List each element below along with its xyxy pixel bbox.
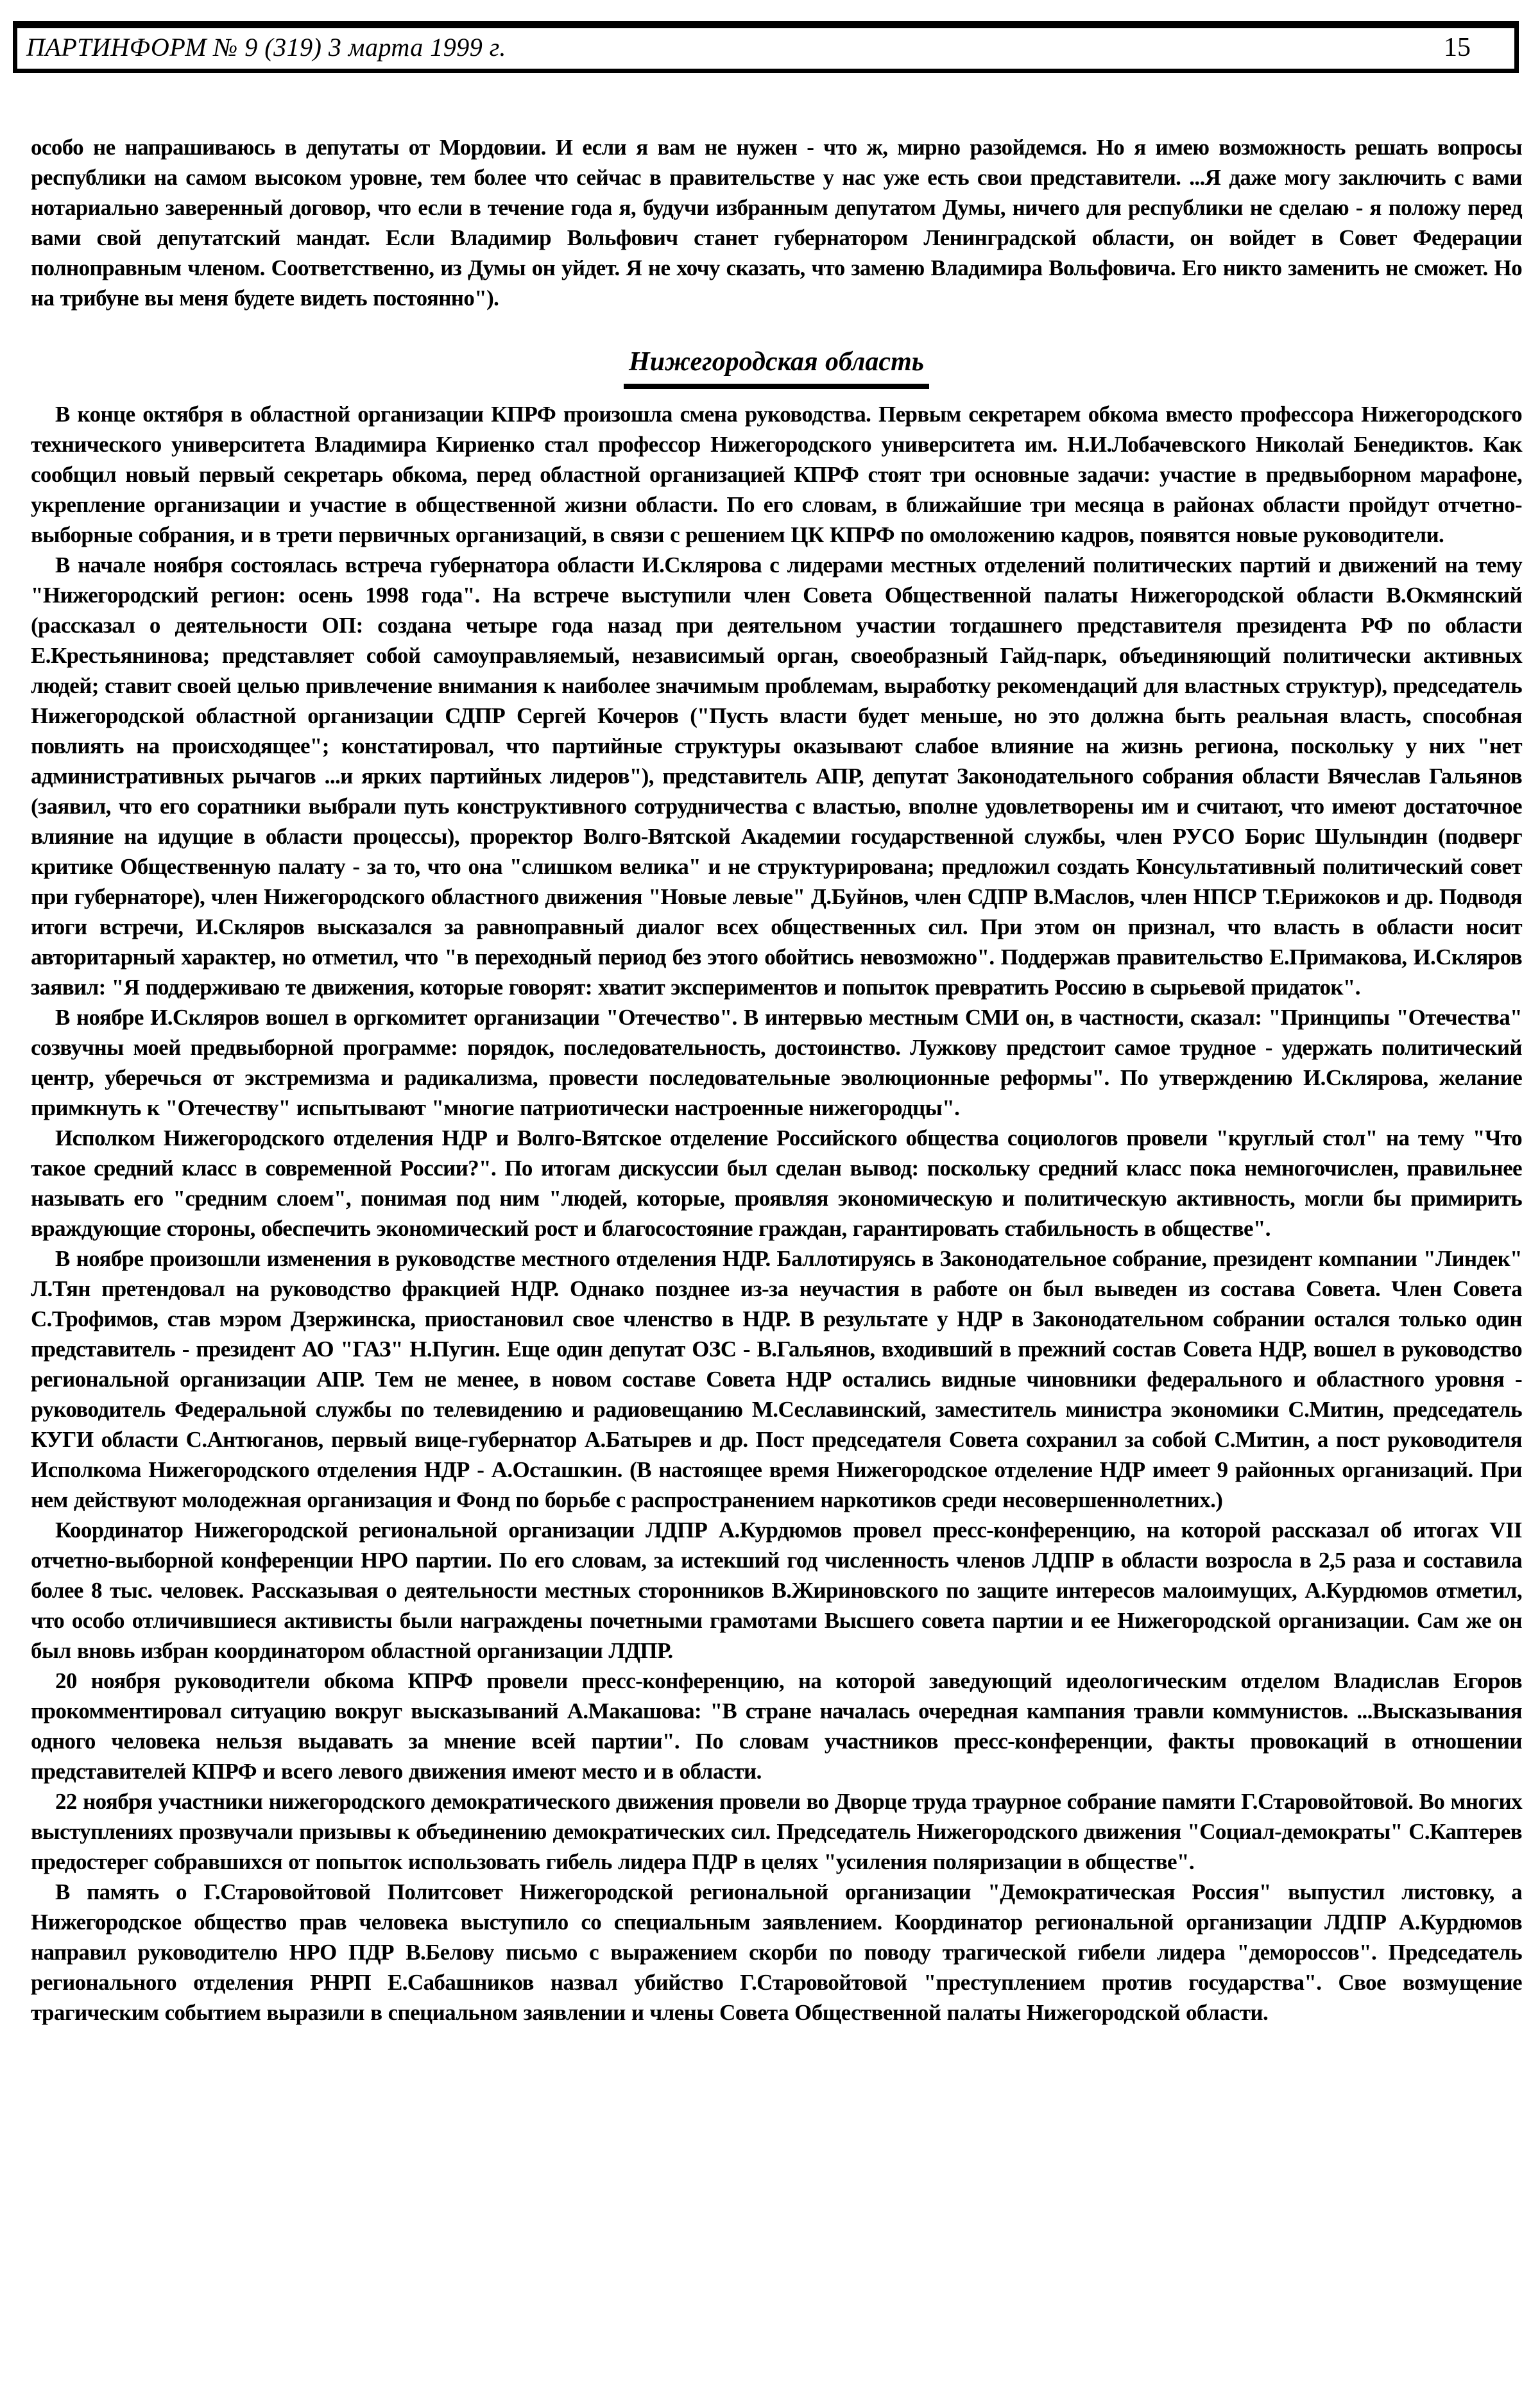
- masthead: [13, 21, 1519, 73]
- section-heading: Нижегородская область: [624, 346, 929, 389]
- lead-paragraph: особо не напрашиваюсь в депутаты от Мордовии. И если я вам не нужен - что ж, мирно разойдемся. Но я имею возможность решать вопросы республики на самом высоком уровне, тем более что сейчас в правительстве у нас уже есть свои представители. ...Я даже могу заключить с вами нотариально заверенный договор, что если в течение года я, будучи избранным депутатом Думы, ничего для республики не сделаю - я положу перед вами свой депутатский мандат. Если Владимир Вольфович станет губернатором Ленинградской области, он войдет в Совет Федерации полноправным членом. Соответственно, из Думы он уйдет. Я не хочу сказать, что заменю Владимира Вольфовича. Его никто заменить не сможет. Но на трибуне вы меня будете видеть постоянно").: [31, 135, 1522, 311]
- body-paragraph: Исполком Нижегородского отделения НДР и Волго-Вятское отделение Российского общества социологов провели "круглый стол" на тему "Что такое средний класс в современной России?". По итогам дискуссии был сделан вывод: поскольку средний класс пока немногочислен, правильнее называть его "средним слоем", понимая под ним "людей, которые, проявляя экономическую и политическую активность, могли бы примирить враждующие стороны, обеспечить экономический рост и благосостояние граждан, гарантировать стабильность в обществе".: [31, 1125, 1522, 1241]
- body-paragraph: В ноябре произошли изменения в руководстве местного отделения НДР. Баллотируясь в Законодательное собрание, президент компании "Линдек" Л.Тян претендовал на руководство фракцией НДР. Однако позднее из-за неучастия в работе он был выведен из состава Совета. Член Совета С.Трофимов, став мэром Дзержинска, приостановил свое членство в НДР. В результате у НДР в Законодательном собрании остался только один представитель - президент АО "ГАЗ" Н.Пугин. Еще один депутат ОЗС - В.Гальянов, входивший в прежний состав Совета НДР, вошел в руководство региональной организации АПР. Тем не менее, в новом составе Совета НДР остались видные чиновники федерального и областного уровня - руководитель Федеральной службы по телевидению и радиовещанию М.Сеславинский, заместитель министра экономики С.Митин, председатель КУГИ области С.Антюганов, первый вице-губернатор А.Батырев и др. Пост председателя Совета сохранил за собой С.Митин, а пост руководителя Исполкома Нижегородского отделения НДР - А.Осташкин. (В настоящее время Нижегородское отделение НДР имеет 9 районных организаций. При нем действуют молодежная организация и Фонд по борьбе с распространением наркотиков среди несовершеннолетних.): [31, 1246, 1522, 1512]
- body-paragraph: Координатор Нижегородской региональной организации ЛДПР А.Курдюмов провел пресс-конференцию, на которой рассказал об итогах VII отчетно-выборной конференции НРО партии. По его словам, за истекший год численность членов ЛДПР в области возросла в 2,5 раза и составила более 8 тыс. человек. Рассказывая о деятельности местных сторонников В.Жириновского по защите интересов малоимущих, А.Курдюмов отметил, что особо отличившиеся активисты были награждены почетными грамотами Высшего совета партии и ее Нижегородской организации. Сам же он был вновь избран координатором областной организации ЛДПР.: [31, 1518, 1522, 1663]
- page-number: 15: [1444, 32, 1471, 62]
- document-page: [0, 21, 1540, 2403]
- article-body: [31, 132, 1522, 2028]
- body-paragraph: 20 ноября руководители обкома КПРФ провели пресс-конференцию, на которой заведующий идеологическим отделом Владислав Егоров прокомментировал ситуацию вокруг высказываний А.Макашова: "В стране началась очередная кампания травли коммунистов. ...Высказывания одного человека нельзя выдавать за мнение всей партии". По словам участников пресс-конференции, факты провокаций в отношении представителей КПРФ и всего левого движения имеют место и в области.: [31, 1668, 1522, 1784]
- body-paragraph: В начале ноября состоялась встреча губернатора области И.Склярова с лидерами местных отделений политических партий и движений на тему "Нижегородский регион: осень 1998 года". На встрече выступили член Совета Общественной палаты Нижегородской области В.Окмянский (рассказал о деятельности ОП: создана четыре года назад при деятельном участии тогдашнего представителя президента РФ по области Е.Крестьянинова; представляет собой самоуправляемый, независимый орган, своеобразный Гайд-парк, объединяющий политически активных людей; ставит своей целью привлечение внимания к наиболее значимым проблемам, выработку рекомендаций для властных структур), председатель Нижегородской областной организации СДПР Сергей Кочеров ("Пусть власти будет меньше, но это должна быть реальная власть, способная повлиять на происходящее"; констатировал, что партийные структуры оказывают слабое влияние на жизнь региона, поскольку у них "нет административных рычагов ...и ярких партийных лидеров"), представитель АПР, депутат Законодательного собрания области Вячеслав Гальянов (заявил, что его соратники выбрали путь конструктивного сотрудничества с властью, вполне удовлетворены им и считают, что имеют достаточное влияние на идущие в области процессы), проректор Волго-Вятской Академии государственной службы, член РУСО Борис Шулындин (подверг критике Общественную палату - за то, что она "слишком велика" и не структурирована; предложил создать Консультативный политический совет при губернаторе), член Нижегородского областного движения "Новые левые" Д.Буйнов, член СДПР В.Маслов, член НПСР Т.Ерижоков и др. Подводя итоги встречи, И.Скляров высказался за равноправный диалог всех общественных сил. При этом он признал, что власть в области носит авторитарный характер, но отметил, что "в переходный период без этого обойтись невозможно". Поддержав правительство Е.Примакова, И.Скляров заявил: "Я поддерживаю те движения, которые говорят: хватит экспериментов и попыток превратить Россию в сырьевой придаток".: [31, 552, 1522, 1000]
- body-paragraph: В память о Г.Старовойтовой Политсовет Нижегородской региональной организации "Демократическая Россия" выпустил листовку, а Нижегородское общество прав человека выступило со специальным заявлением. Координатор региональной организации ЛДПР А.Курдюмов направил руководителю НРО ПДР В.Белову письмо с выражением скорби по поводу трагической гибели лидера "демороссов". Председатель регионального отделения РНРП Е.Сабашников назвал убийство Г.Старовойтовой "преступлением против государства". Свое возмущение трагическим событием выразили в специальном заявлении и члены Совета Общественной палаты Нижегородской области.: [31, 1879, 1522, 2025]
- masthead-title: ПАРТИНФОРМ № 9 (319) 3 марта 1999 г.: [26, 33, 506, 62]
- body-paragraph: В конце октября в областной организации КПРФ произошла смена руководства. Первым секретарем обкома вместо профессора Нижегородского технического университета Владимира Кириенко стал профессор Нижегородского университета им. Н.И.Лобачевского Николай Бенедиктов. Как сообщил новый первый секретарь обкома, перед областной организацией КПРФ стоят три основные задачи: участие в предвыборном марафоне, укрепление организации и участие в общественной жизни области. По его словам, в ближайшие три месяца в районах области пройдут отчетно-выборные собрания, и в трети первичных организаций, в связи с решением ЦК КПРФ по омоложению кадров, появятся новые руководители.: [31, 402, 1522, 547]
- section-heading-wrap: [31, 346, 1522, 389]
- body-paragraph: 22 ноября участники нижегородского демократического движения провели во Дворце труда траурное собрание памяти Г.Старовойтовой. Во многих выступлениях прозвучали призывы к объединению демократических сил. Председатель Нижегородского движения "Социал-демократы" С.Каптерев предостерег собравшихся от попыток использовать гибель лидера ПДР в целях "усиления поляризации в обществе".: [31, 1789, 1522, 1874]
- body-paragraph: В ноябре И.Скляров вошел в оргкомитет организации "Отечество". В интервью местным СМИ он, в частности, сказал: "Принципы "Отечества" созвучны моей предвыборной программе: порядок, последовательность, достоинство. Лужкову предстоит самое трудное - удержать политический центр, уберечься от экстремизма и радикализма, провести последовательные эволюционные реформы". По утверждению И.Склярова, желание примкнуть к "Отечеству" испытывают "многие патриотически настроенные нижегородцы".: [31, 1005, 1522, 1120]
- section-paragraphs: [31, 399, 1522, 2028]
